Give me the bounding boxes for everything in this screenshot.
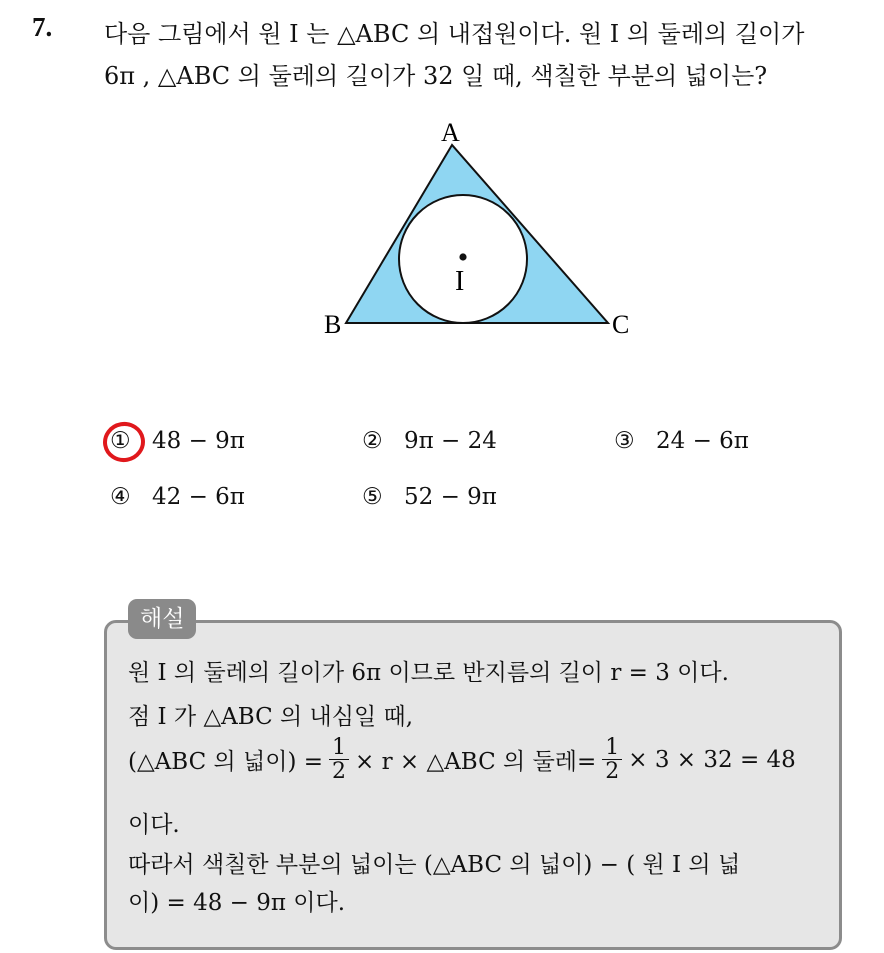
fraction-half-2 bbox=[602, 736, 622, 783]
option-4[interactable] bbox=[110, 484, 245, 510]
question-text-line-2: 6π , △ABC 의 둘레의 길이가 32 일 때, 색칠한 부분의 넓이는? bbox=[104, 62, 768, 90]
option-5[interactable] bbox=[362, 484, 497, 510]
option-3-value: 24 − 6π bbox=[656, 428, 749, 454]
vertex-b-label: B bbox=[324, 310, 342, 339]
option-1-number: ① bbox=[110, 428, 131, 454]
center-i-label: I bbox=[455, 266, 465, 297]
option-4-value: 42 − 6π bbox=[152, 484, 245, 510]
solution-line-6: 이) = 48 − 9π 이다. bbox=[128, 890, 346, 916]
triangle-figure bbox=[310, 110, 650, 350]
vertex-a-label: A bbox=[441, 118, 460, 147]
solution-line-3-part-b: × r × △ABC 의 둘레= bbox=[355, 749, 597, 776]
fraction-numerator: 1 bbox=[602, 736, 622, 760]
fraction-denominator: 2 bbox=[605, 759, 620, 785]
question-text-line-1: 다음 그림에서 원 I 는 △ABC 의 내접원이다. 원 I 의 둘레의 길이가 bbox=[104, 20, 805, 48]
solution-line-1: 원 I 의 둘레의 길이가 6π 이므로 반지름의 길이 r = 3 이다. bbox=[128, 660, 729, 686]
option-2-number: ② bbox=[362, 428, 383, 454]
solution-tag: 해설 bbox=[128, 599, 196, 639]
fraction-denominator: 2 bbox=[332, 759, 347, 785]
solution-line-3-part-c: × 3 × 32 = 48 bbox=[628, 746, 796, 773]
solution-line-5: 따라서 색칠한 부분의 넓이는 (△ABC 의 넓이) − ( 원 I 의 넓 bbox=[128, 852, 741, 878]
incenter-dot bbox=[459, 253, 466, 260]
fraction-numerator: 1 bbox=[329, 736, 349, 760]
vertex-c-label: C bbox=[612, 310, 630, 339]
solution-line-3 bbox=[128, 736, 796, 783]
solution-line-2: 점 I 가 △ABC 의 내심일 때, bbox=[128, 704, 414, 730]
question-number: 7. bbox=[32, 12, 53, 42]
option-3-number: ③ bbox=[614, 428, 635, 454]
option-2-value: 9π − 24 bbox=[404, 428, 497, 454]
fraction-half-1 bbox=[329, 736, 349, 783]
option-3[interactable] bbox=[614, 428, 749, 454]
option-4-number: ④ bbox=[110, 484, 131, 510]
option-1[interactable] bbox=[110, 428, 245, 454]
solution-line-4: 이다. bbox=[128, 812, 180, 838]
option-5-value: 52 − 9π bbox=[404, 484, 497, 510]
option-2[interactable] bbox=[362, 428, 497, 454]
solution-line-3-part-a: (△ABC 의 넓이) = bbox=[128, 749, 324, 776]
option-1-value: 48 − 9π bbox=[152, 428, 245, 454]
option-5-number: ⑤ bbox=[362, 484, 383, 510]
